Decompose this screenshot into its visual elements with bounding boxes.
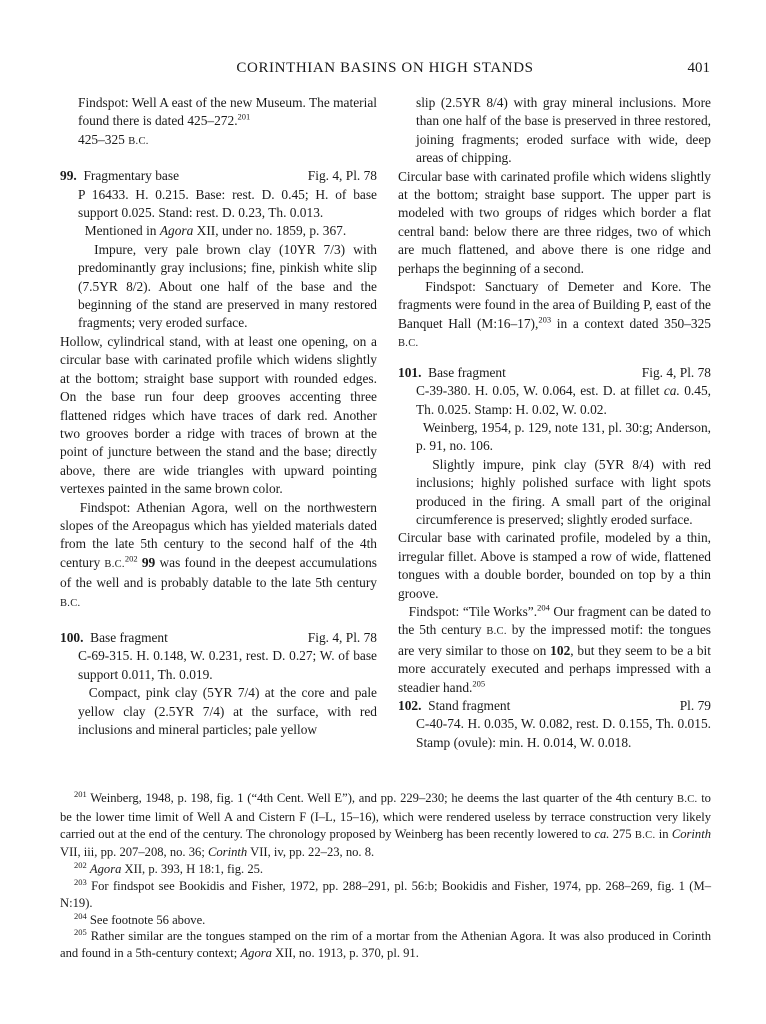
entry-99-description: Hollow, cylindrical stand, with at least one opening, on a circular base with carinated profile which widens slightly at the bottom; straight base support with rounded edges. On the base run four deep grooves accenting three flattened ridges which have traces of dark red. Another two grooves border a ridge with traces of brown at the point of juncture between the stand and the base; directly above, there are wide triangles with upward pointing vertexes painted in the same brown color. [60,333,377,497]
entry-100-continued [398,94,711,168]
clay-description: Compact, pink clay (5YR 7/4) at the core and pale yellow clay (2.5YR 7/4) at the surface, with red inclusions and mineral particles; pale yellow [78,685,377,737]
intro-date: 425–325 B.C. [78,131,149,147]
entry-102-heading [398,697,711,715]
inventory-line: C-40-74. H. 0.035, W. 0.082, rest. D. 0.155, Th. 0.015. Stamp (ovule): min. H. 0.014, W. 0.018. [416,716,711,750]
intro-block [60,94,377,151]
running-title: CORINTHIAN BASINS ON HIGH STANDS [236,60,534,76]
entry-99-findspot: Findspot: Athenian Agora, well on the northwestern slopes of the Areopagus which has yielded materials dated from the late 5th century to the second half of the 4th century B.C.$^{202}$ 99 was found in the deepest accumulations of the well and is probably datable to the late 5th century B.C. [60,499,378,609]
entry-title: Base fragment [428,364,506,380]
entry-number: 102. [398,698,422,713]
inventory-line: C-39-380. H. 0.05, W. 0.064, est. D. at fillet ca. 0.45, Th. 0.025. Stamp: H. 0.02, W. 0.02. [416,383,711,417]
entry-title: Base fragment [90,629,168,645]
entry-100-findspot: Findspot: Sanctuary of Demeter and Kore. The fragments were found in the area of Building P, east of the Banquet Hall (M:16–17),$^{203}$ in a context dated 350–325 B.C. [398,279,712,350]
page-number: 401 [687,60,710,76]
intro-findspot: Findspot: Well A east of the new Museum. The material found there is dated 425–272.$^{201}$ [78,95,377,129]
footnote-203: $^{203}$ For findspot see Bookidis and Fisher, 1972, pp. 288–291, pl. 56:b; Bookidis and Fisher, 1974, pp. 268–269, fig. 1 (M–N:19). [60,876,711,910]
footnotes [60,790,711,962]
footnote-204: $^{204}$ See footnote 56 above. [74,910,206,927]
entry-101-description: Circular base with carinated profile, modeled by a thin, irregular fillet. Above is stamped a row of wide, flattened tongues with a double border, bounded on top by a thin groove. [398,530,711,601]
inventory-line: P 16433. H. 0.215. Base: rest. D. 0.45; H. of base support 0.025. Stand: rest. D. 0.23, Th. 0.013. [78,186,377,221]
entry-number: 100. [60,629,84,645]
footnote-202: $^{202}$ Agora XII, p. 393, H 18:1, fig. 25. [74,860,264,877]
entry-101-catalog [398,382,711,529]
entry-number: 99. [60,168,77,184]
entry-number: 101. [398,364,422,380]
clay-description-continued: slip (2.5YR 8/4) with gray mineral inclusions. More than one half of the base is preserved in three restored, joining fragments; eroded surface with wide, deep areas of chipping. [416,95,711,166]
literature-line: Weinberg, 1954, p. 129, note 131, pl. 30:g; Anderson, p. 91, no. 106. [416,419,711,454]
entry-figure-ref: Fig. 4, Pl. 78 [641,364,711,380]
entry-figure-ref: Fig. 4, Pl. 78 [307,168,377,184]
entry-99-heading [60,167,377,185]
footnote-201: $^{201}$ Weinberg, 1948, p. 198, fig. 1 (“4th Cent. Well E”), and pp. 229–230; he deems the last quarter of the 4th century B.C. to be the lower time limit of Well A and Cistern F (I–L, 15–16), which were rendered useless by terrace construction very likely carried out at the end of the century. The chronology proposed by Weinberg has been recently lowered to ca. 275 B.C. in Corinth VII, iii, pp. 207–208, no. 36; Corinth VII, iv, pp. 22–23, no. 8. [60,788,712,860]
entry-figure-ref: Pl. 79 [679,698,711,713]
mention-line: Mentioned in Agora XII, under no. 1859, p. 367. [84,223,347,239]
entry-100-description: Circular base with carinated profile which widens slightly at the bottom; straight base support. The upper part is modeled with two groups of ridges which border a flat central band: below there are three ridges, two of which are much flattened, and above there is one ridge and perhaps the beginning of a second. [398,168,711,276]
clay-description: Impure, very pale brown clay (10YR 7/3) with predominantly gray inclusions; fine, pinkish white slip (7.5YR 8/2). About one half of the base and the beginning of the stand are preserved in many restored fragments; very eroded surface. [78,241,377,331]
footnote-205: $^{205}$ Rather similar are the tongues stamped on the rim of a mortar from the Athenian Agora. It was also produced in Corinth and found in a 5th-century context; Agora XII, no. 1913, p. 370, pl. 91. [60,927,711,961]
right-column [398,94,711,752]
entry-102-catalog [398,715,711,752]
left-column [60,94,377,739]
entry-100-catalog [60,647,377,739]
inventory-line: C-69-315. H. 0.148, W. 0.231, rest. D. 0.27; W. of base support 0.011, Th. 0.019. [78,648,377,682]
entry-title: Fragmentary base [83,168,180,184]
entry-100-heading [60,629,377,647]
running-header [60,60,710,80]
clay-description: Slightly impure, pink clay (5YR 8/4) with red inclusions; highly polished surface with light spots produced in the firing. A small part of the original circumference is preserved; slightly eroded surface. [416,456,711,527]
entry-figure-ref: Fig. 4, Pl. 78 [307,629,377,645]
entry-101-heading [398,364,711,382]
entry-title: Stand fragment [428,698,511,713]
entry-99-catalog [60,186,377,333]
entry-101-findspot: Findspot: “Tile Works”.$^{204}$ Our fragment can be dated to the 5th century B.C. by the impressed motif: the tongues are very similar to those on 102, but they seem to be a bit more accurately executed and perhaps impressed with a steadier hand.$^{205}$ [398,602,711,695]
